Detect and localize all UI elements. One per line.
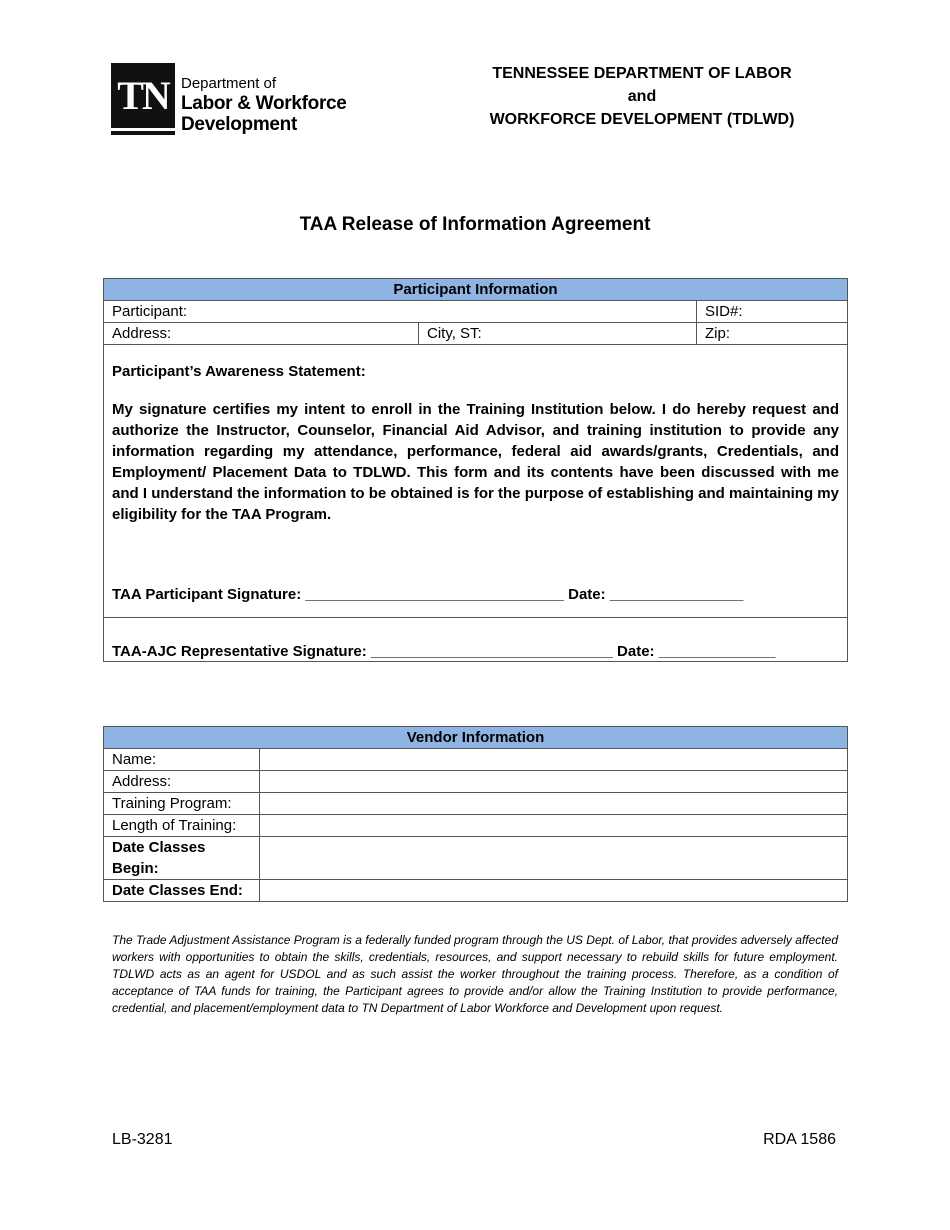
- taa-disclaimer: The Trade Adjustment Assistance Program is a federally funded program through the US Dept. of Labor, that provides adversely affected workers with opportunities to obtain the skills, credentials, resources, and support necessary to rebuild skills for future employment. TDLWD acts as an agent for USDOL and as such assist the worker throughout the training process. Therefore, as a condition of acceptance of TAA funds for training, the Participant agrees to provide and/or allow the Training Institution to provide performance, credential, and placement/employment data to TN Department of Labor Workforce and Development upon request.: [112, 933, 838, 1015]
- agency-header: [440, 62, 844, 131]
- rda-number: RDA 1586: [763, 1131, 836, 1148]
- training-length-field[interactable]: [260, 815, 848, 837]
- participant-signature-line[interactable]: TAA Participant Signature: _______________________________ Date: ________________: [112, 586, 744, 603]
- vendor-address-label: Address:: [104, 771, 260, 793]
- vendor-information-table: [103, 726, 848, 902]
- classes-begin-label: Date Classes Begin:: [104, 837, 260, 880]
- awareness-text: My signature certifies my intent to enroll in the Training Institution below. I do hereby request and authorize the Instructor, Counselor, Financial Aid Advisor, and training institution to provide any information regarding my attendance, performance, federal aid awards/grants, Credentials, and Employment/ Placement Data to TDLWD. This form and its contents have been discussed with me and I understand the information to be obtained is for the purpose of establishing and maintaining my eligibility for the TAA Program.: [112, 401, 839, 523]
- classes-end-field[interactable]: [260, 880, 848, 902]
- logo-line1: Department of: [181, 75, 277, 92]
- sid-field[interactable]: [697, 301, 848, 323]
- representative-signature-cell: [104, 618, 848, 662]
- city-state-field[interactable]: [419, 323, 697, 345]
- form-number: LB-3281: [112, 1131, 173, 1148]
- training-program-field[interactable]: [260, 793, 848, 815]
- classes-begin-field[interactable]: [260, 837, 848, 880]
- address-field[interactable]: [104, 323, 419, 345]
- representative-signature-line[interactable]: TAA-AJC Representative Signature: _____________________________ Date: ______________: [112, 643, 776, 660]
- logo-underline: [111, 131, 175, 135]
- tdlwd-logo: [111, 63, 353, 136]
- participant-information-table: [103, 278, 848, 662]
- training-length-label: Length of Training:: [104, 815, 260, 837]
- awareness-statement-cell: [104, 345, 848, 618]
- awareness-heading: Participant’s Awareness Statement:: [112, 363, 366, 380]
- participant-field[interactable]: [104, 301, 697, 323]
- logo-mark: TN: [111, 63, 175, 128]
- vendor-name-field[interactable]: [260, 749, 848, 771]
- address-label: Address:: [112, 325, 172, 342]
- logo-line3: Development: [181, 114, 298, 135]
- logo-line2: Labor & Workforce: [181, 93, 347, 114]
- vendor-address-field[interactable]: [260, 771, 848, 793]
- vendor-section-title: Vendor Information: [104, 727, 848, 749]
- classes-end-label: Date Classes End:: [104, 880, 260, 902]
- header-line2: and: [627, 88, 657, 105]
- participant-label: Participant:: [112, 303, 188, 320]
- zip-field[interactable]: [697, 323, 848, 345]
- training-program-label: Training Program:: [104, 793, 260, 815]
- header-line1: TENNESSEE DEPARTMENT OF LABOR: [492, 65, 792, 82]
- vendor-name-label: Name:: [104, 749, 260, 771]
- header-line3: WORKFORCE DEVELOPMENT (TDLWD): [489, 111, 795, 128]
- logo-text: [181, 75, 347, 135]
- zip-label: Zip:: [705, 325, 731, 342]
- form-title: TAA Release of Information Agreement: [299, 214, 651, 235]
- sid-label: SID#:: [705, 303, 743, 320]
- participant-section-title: Participant Information: [104, 279, 848, 301]
- city-state-label: City, ST:: [427, 325, 482, 342]
